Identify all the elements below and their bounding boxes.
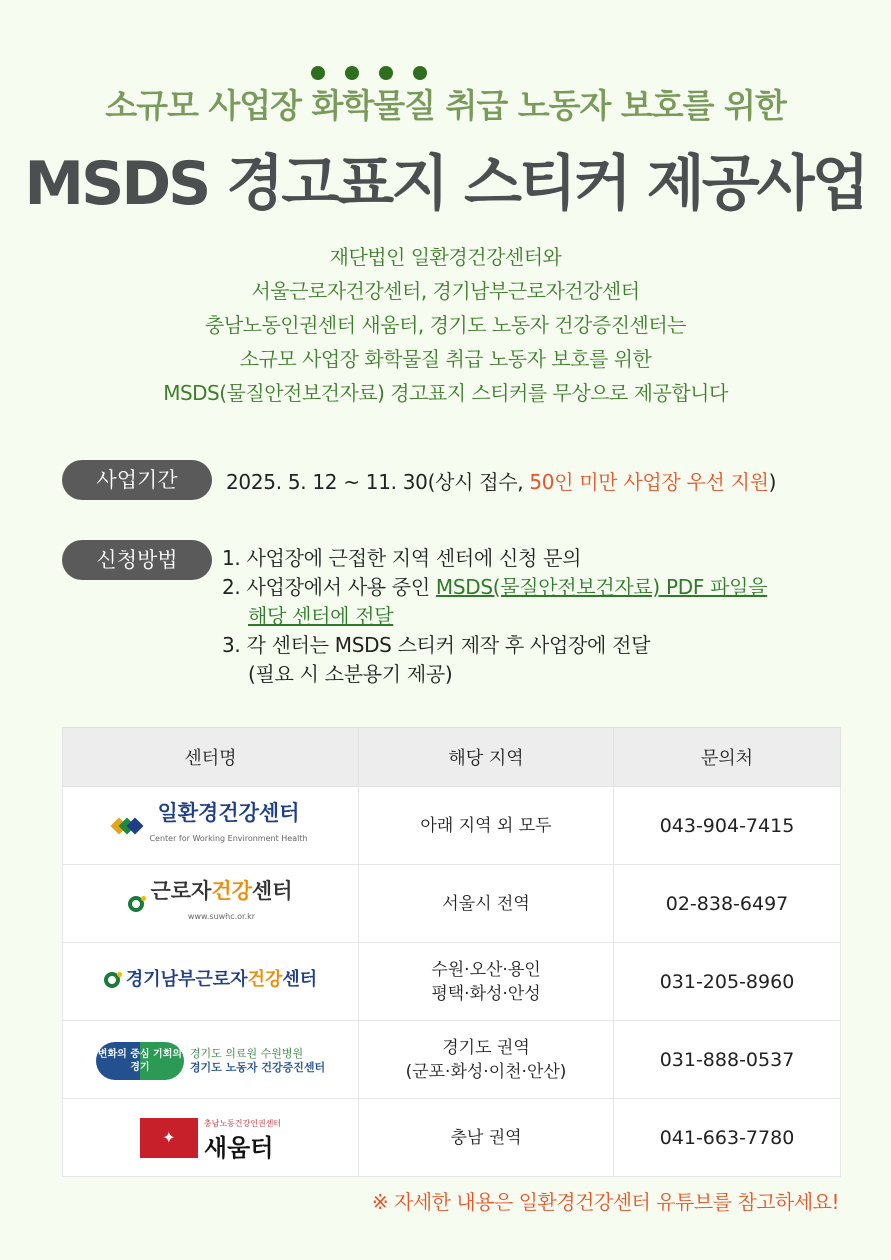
logo-name: 일환경건강센터: [157, 800, 300, 825]
period-priority: 50인 미만 사업장 우선 지원: [529, 470, 769, 494]
region-cell: [359, 1021, 614, 1099]
logo-subtext: Center for Working Environment Health: [149, 833, 308, 843]
method-label: 신청방법: [62, 540, 212, 580]
intro-line: 소규모 사업장 화학물질 취급 노동자 보호를 위한: [239, 347, 652, 371]
msds-file-link[interactable]: MSDS(물질안전보건자료) PDF 파일을: [435, 575, 768, 599]
dot: [413, 66, 427, 80]
centers-table: [62, 727, 841, 1177]
method-steps: [222, 544, 767, 689]
phone-cell[interactable]: 031-205-8960: [614, 943, 841, 1021]
logo-name: 근로자건강센터: [150, 878, 293, 903]
period-close: ): [768, 470, 777, 494]
ring-logo-icon: [128, 896, 144, 912]
table-row: [63, 1099, 841, 1177]
intro-line: 재단법인 일환경건강센터와: [329, 245, 562, 269]
region-text: 경기도 권역: [442, 1037, 530, 1058]
intro-line: 서울근로자건강센터, 경기남부근로자건강센터: [251, 279, 640, 303]
step-2-text: 2. 사업장에서 사용 중인: [222, 575, 436, 599]
region-cell: [359, 1099, 614, 1177]
region-text: 수원·오산·용인: [431, 959, 541, 980]
header-center-name: 센터명: [63, 728, 359, 787]
gyeonggi-badge-icon: 변화의 중심 기회의 경기: [96, 1042, 184, 1080]
ilhwan-mark-icon: [113, 815, 143, 837]
ilhwan-logo: [113, 801, 307, 851]
header-contact: 문의처: [614, 728, 841, 787]
page-subtitle: 소규모 사업장 화학물질 취급 노동자 보호를 위한: [105, 86, 786, 125]
intro-text: [0, 240, 891, 410]
youtube-note: ※ 자세한 내용은 일환경건강센터 유튜브를 참고하세요!: [371, 1190, 839, 1214]
intro-line: 충남노동인권센터 새움터, 경기도 노동자 건강증진센터는: [205, 313, 686, 337]
center-logo-cell: [63, 1099, 359, 1177]
period-dates: 2025. 5. 12 ~ 11. 30(상시 접수,: [226, 470, 530, 494]
logo-line: 경기도 노동자 건강증진센터: [189, 1060, 326, 1074]
saeumteo-mark-icon: ✦: [140, 1118, 198, 1158]
send-to-center-link[interactable]: 해당 센터에 전달: [248, 604, 394, 628]
header-region: 해당 지역: [359, 728, 614, 787]
center-logo-cell: [63, 1021, 359, 1099]
center-logo-cell: [63, 865, 359, 943]
intro-line: MSDS(물질안전보건자료) 경고표지 스티커를 무상으로 제공합니다: [163, 381, 728, 405]
dot: [311, 66, 325, 80]
region-text: 아래 지역 외 모두: [420, 815, 552, 836]
logo-line: 충남노동건강인권센터: [203, 1119, 282, 1128]
logo-line: 경기도 의료원 수원병원: [189, 1046, 304, 1060]
phone-cell[interactable]: 043-904-7415: [614, 787, 841, 865]
step-2: [222, 573, 767, 602]
gyeonggi-south-logo: [104, 968, 317, 992]
table-row: [63, 865, 841, 943]
region-text: (군포·화성·이천·안산): [405, 1061, 567, 1082]
phone-cell[interactable]: 031-888-0537: [614, 1021, 841, 1099]
region-cell: [359, 943, 614, 1021]
table-row: [63, 1021, 841, 1099]
center-logo-cell: [63, 943, 359, 1021]
logo-name: 경기남부근로자건강센터: [125, 969, 318, 990]
saeumteo-logo: [140, 1112, 281, 1163]
region-cell: [359, 865, 614, 943]
step-1: 1. 사업장에 근접한 지역 센터에 신청 문의: [222, 546, 582, 570]
page-title: MSDS 경고표지 스티커 제공사업: [24, 149, 867, 219]
logo-url: www.suwhc.or.kr: [187, 911, 256, 921]
dot: [379, 66, 393, 80]
center-logo-cell: [63, 787, 359, 865]
phone-cell[interactable]: 02-838-6497: [614, 865, 841, 943]
region-text: 서울시 전역: [442, 893, 530, 914]
ring-logo-icon: [104, 972, 120, 988]
region-text: 충남 권역: [450, 1127, 522, 1148]
logo-name: 새움터: [203, 1134, 274, 1162]
step-3: 3. 각 센터는 MSDS 스티커 제작 후 사업장에 전달: [222, 633, 651, 657]
period-label: 사업기간: [62, 460, 212, 500]
dot: [345, 66, 359, 80]
region-cell: [359, 787, 614, 865]
gyeonggi-health-logo: [96, 1042, 325, 1080]
period-text: [226, 466, 776, 495]
seoul-center-logo: [128, 879, 292, 929]
region-text: 평택·화성·안성: [431, 983, 541, 1004]
table-row: [63, 787, 841, 865]
phone-cell[interactable]: 041-663-7780: [614, 1099, 841, 1177]
step-2-cont: [222, 602, 767, 631]
table-header-row: [63, 728, 841, 787]
table-row: [63, 943, 841, 1021]
step-3-note: (필요 시 소분용기 제공): [248, 662, 453, 686]
decorative-dots: [311, 66, 427, 80]
